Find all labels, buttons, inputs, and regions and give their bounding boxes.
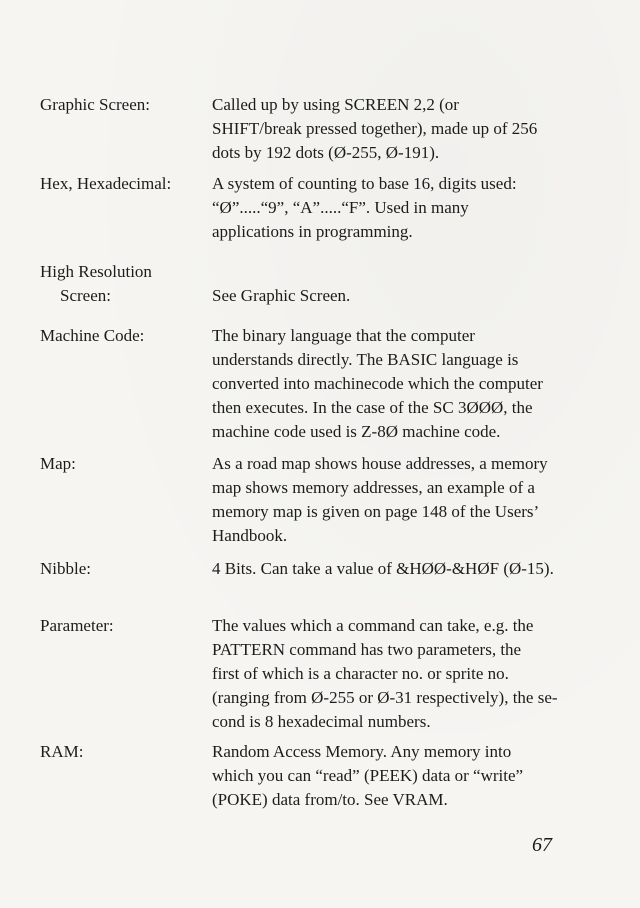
definition-line: “Ø”.....“9”, “A”.....“F”. Used in many	[212, 198, 469, 217]
definition-line: Handbook.	[212, 526, 288, 545]
definition-line: understands directly. The BASIC language is	[212, 350, 519, 369]
glossary-definition	[212, 614, 574, 734]
definition-line: (POKE) data from/to. See VRAM.	[212, 790, 448, 809]
glossary-term	[40, 260, 210, 308]
term-line: High Resolution	[40, 262, 152, 281]
glossary-definition	[212, 740, 574, 812]
definition-line: 4 Bits. Can take a value of &HØØ-&HØF (Ø-15).	[212, 559, 554, 578]
definition-line: cond is 8 hexadecimal numbers.	[212, 712, 431, 731]
term-line: Map:	[40, 454, 76, 473]
definition-line: converted into machinecode which the computer	[212, 374, 543, 393]
definition-line: See Graphic Screen.	[212, 286, 351, 305]
definition-line: PATTERN command has two parameters, the	[212, 640, 522, 659]
definition-line: Random Access Memory. Any memory into	[212, 742, 512, 761]
term-line: RAM:	[40, 742, 84, 761]
definition-line: (ranging from Ø-255 or Ø-31 respectively), the se-	[212, 688, 558, 707]
definition-line: A system of counting to base 16, digits used:	[212, 174, 517, 193]
glossary-term	[40, 93, 210, 117]
definition-line: The values which a command can take, e.g. the	[212, 616, 534, 635]
glossary-definition	[212, 284, 574, 308]
glossary-term	[40, 614, 210, 638]
glossary-term	[40, 740, 210, 764]
term-line: Graphic Screen:	[40, 95, 150, 114]
glossary-term	[40, 557, 210, 581]
page-number: 67	[532, 834, 552, 856]
glossary-term	[40, 452, 210, 476]
definition-line: then executes. In the case of the SC 3ØØØ, the	[212, 398, 533, 417]
definition-line: first of which is a character no. or sprite no.	[212, 664, 509, 683]
term-line: Nibble:	[40, 559, 91, 578]
definition-line: dots by 192 dots (Ø-255, Ø-191).	[212, 143, 440, 162]
glossary-term	[40, 172, 210, 196]
definition-line: which you can “read” (PEEK) data or “write”	[212, 766, 524, 785]
glossary-definition	[212, 93, 574, 165]
definition-line: The binary language that the computer	[212, 326, 475, 345]
definition-line: Called up by using SCREEN 2,2 (or	[212, 95, 459, 114]
definition-line: As a road map shows house addresses, a memory	[212, 454, 548, 473]
glossary-definition	[212, 324, 574, 444]
term-line: Machine Code:	[40, 326, 145, 345]
glossary-definition	[212, 172, 574, 244]
term-line: Screen:	[60, 286, 111, 305]
glossary-term	[40, 324, 210, 348]
term-line: Parameter:	[40, 616, 114, 635]
glossary-definition	[212, 452, 574, 548]
glossary-definition	[212, 557, 574, 581]
definition-line: applications in programming.	[212, 222, 413, 241]
definition-line: map shows memory addresses, an example of a	[212, 478, 535, 497]
definition-line: memory map is given on page 148 of the Users’	[212, 502, 540, 521]
definition-line: machine code used is Z-8Ø machine code.	[212, 422, 501, 441]
term-line: Hex, Hexadecimal:	[40, 174, 172, 193]
definition-line: SHIFT/break pressed together), made up of 256	[212, 119, 538, 138]
